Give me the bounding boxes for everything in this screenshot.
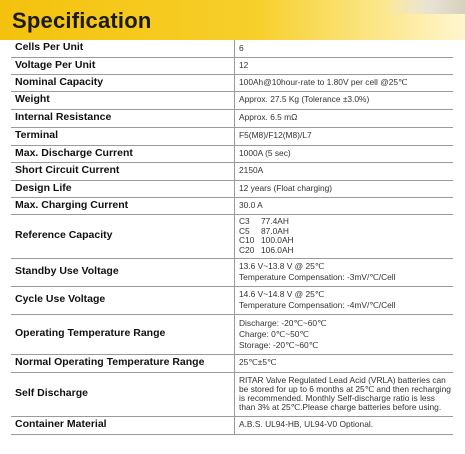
row-label: Internal Resistance — [11, 109, 235, 127]
row-label: Voltage Per Unit — [11, 57, 235, 74]
capacity-amount: 87.0AH — [261, 225, 289, 236]
table-row — [11, 372, 453, 416]
row-value — [235, 354, 454, 372]
table-row — [11, 354, 453, 372]
value-line: 2150A — [239, 165, 264, 176]
page-title: Specification — [12, 8, 152, 33]
table-row — [11, 57, 453, 74]
table-row — [11, 40, 453, 57]
row-value — [235, 127, 454, 145]
row-label: Max. Discharge Current — [11, 145, 235, 162]
capacity-rate: C5 — [239, 225, 250, 236]
capacity-amount: 100.0AH — [261, 235, 294, 245]
value-line: 25℃±5℃ — [239, 357, 277, 368]
value-line — [239, 246, 449, 256]
row-value — [235, 286, 454, 314]
table-row — [11, 109, 453, 127]
row-label: Short Circuit Current — [11, 162, 235, 180]
table-row — [11, 214, 453, 258]
row-value — [235, 145, 454, 162]
table-row — [11, 416, 453, 434]
header-background-bleed — [385, 0, 465, 14]
value-line: Charge: 0℃~50℃ — [239, 328, 309, 339]
specification-table — [11, 40, 453, 435]
value-line: 30.0 A — [239, 199, 263, 210]
value-line: 6 — [239, 42, 244, 53]
row-value — [235, 197, 454, 214]
row-value — [235, 162, 454, 180]
value-line: than 3% at 25℃.Please charge batteries before using. — [239, 402, 442, 413]
value-line: Discharge: -20℃~60℃ — [239, 317, 327, 328]
value-line: Approx. 6.5 mΩ — [239, 112, 298, 123]
value-line: 12 years (Float charging) — [239, 182, 333, 193]
row-value — [235, 416, 454, 434]
value-line: RITAR Valve Regulated Lead Acid (VRLA) batteries can — [239, 374, 446, 385]
value-line: A.B.S. UL94-HB, UL94-V0 Optional. — [239, 419, 374, 430]
row-label: Reference Capacity — [11, 214, 235, 258]
value-line: Temperature Compensation: -4mV/℃/Cell — [239, 300, 396, 310]
value-line: 14.6 V~14.8 V @ 25℃ — [239, 289, 325, 299]
section-header — [0, 0, 465, 40]
row-value — [235, 57, 454, 74]
value-line: 1000A (5 sec) — [239, 147, 291, 158]
value-line: be stored for up to 6 months at 25℃ and then recharging — [239, 383, 451, 394]
row-label: Self Discharge — [11, 372, 235, 416]
capacity-rate: C3 — [239, 216, 250, 226]
row-value — [235, 109, 454, 127]
row-value — [235, 258, 454, 286]
row-value — [235, 314, 454, 354]
value-line: 13.6 V~13.8 V @ 25℃ — [239, 261, 325, 271]
value-line: F5(M8)/F12(M8)/L7 — [239, 130, 312, 141]
table-row — [11, 286, 453, 314]
capacity-amount: 77.4AH — [261, 216, 289, 226]
row-label: Design Life — [11, 180, 235, 197]
row-label: Terminal — [11, 127, 235, 145]
table-row — [11, 127, 453, 145]
row-label: Cycle Use Voltage — [11, 286, 235, 314]
table-row — [11, 162, 453, 180]
row-label: Container Material — [11, 416, 235, 434]
capacity-rate: C10 — [239, 235, 255, 245]
table-row — [11, 145, 453, 162]
row-value — [235, 180, 454, 197]
table-row — [11, 197, 453, 214]
row-label: Weight — [11, 91, 235, 109]
row-value — [235, 91, 454, 109]
table-row — [11, 91, 453, 109]
row-label: Cells Per Unit — [11, 40, 235, 57]
row-label: Max. Charging Current — [11, 197, 235, 214]
row-value — [235, 74, 454, 91]
table-row — [11, 258, 453, 286]
value-line: 12 — [239, 59, 249, 70]
value-line: 100Ah@10hour-rate to 1.80V per cell @25℃ — [239, 76, 408, 87]
row-value — [235, 372, 454, 416]
capacity-amount: 106.0AH — [261, 244, 294, 255]
row-label: Nominal Capacity — [11, 74, 235, 91]
table-row — [11, 180, 453, 197]
capacity-rate: C20 — [239, 244, 255, 255]
row-label: Standby Use Voltage — [11, 258, 235, 286]
table-row — [11, 74, 453, 91]
row-label: Normal Operating Temperature Range — [11, 354, 235, 372]
value-line: Storage: -20℃~60℃ — [239, 339, 319, 350]
row-value — [235, 214, 454, 258]
row-value — [235, 40, 454, 57]
value-line: Approx. 27.5 Kg (Tolerance ±3.0%) — [239, 94, 370, 105]
value-line: is recommended. Monthly Self-discharge ratio is less — [239, 393, 435, 403]
table-row — [11, 314, 453, 354]
row-label: Operating Temperature Range — [11, 314, 235, 354]
value-line: Temperature Compensation: -3mV/℃/Cell — [239, 272, 396, 282]
